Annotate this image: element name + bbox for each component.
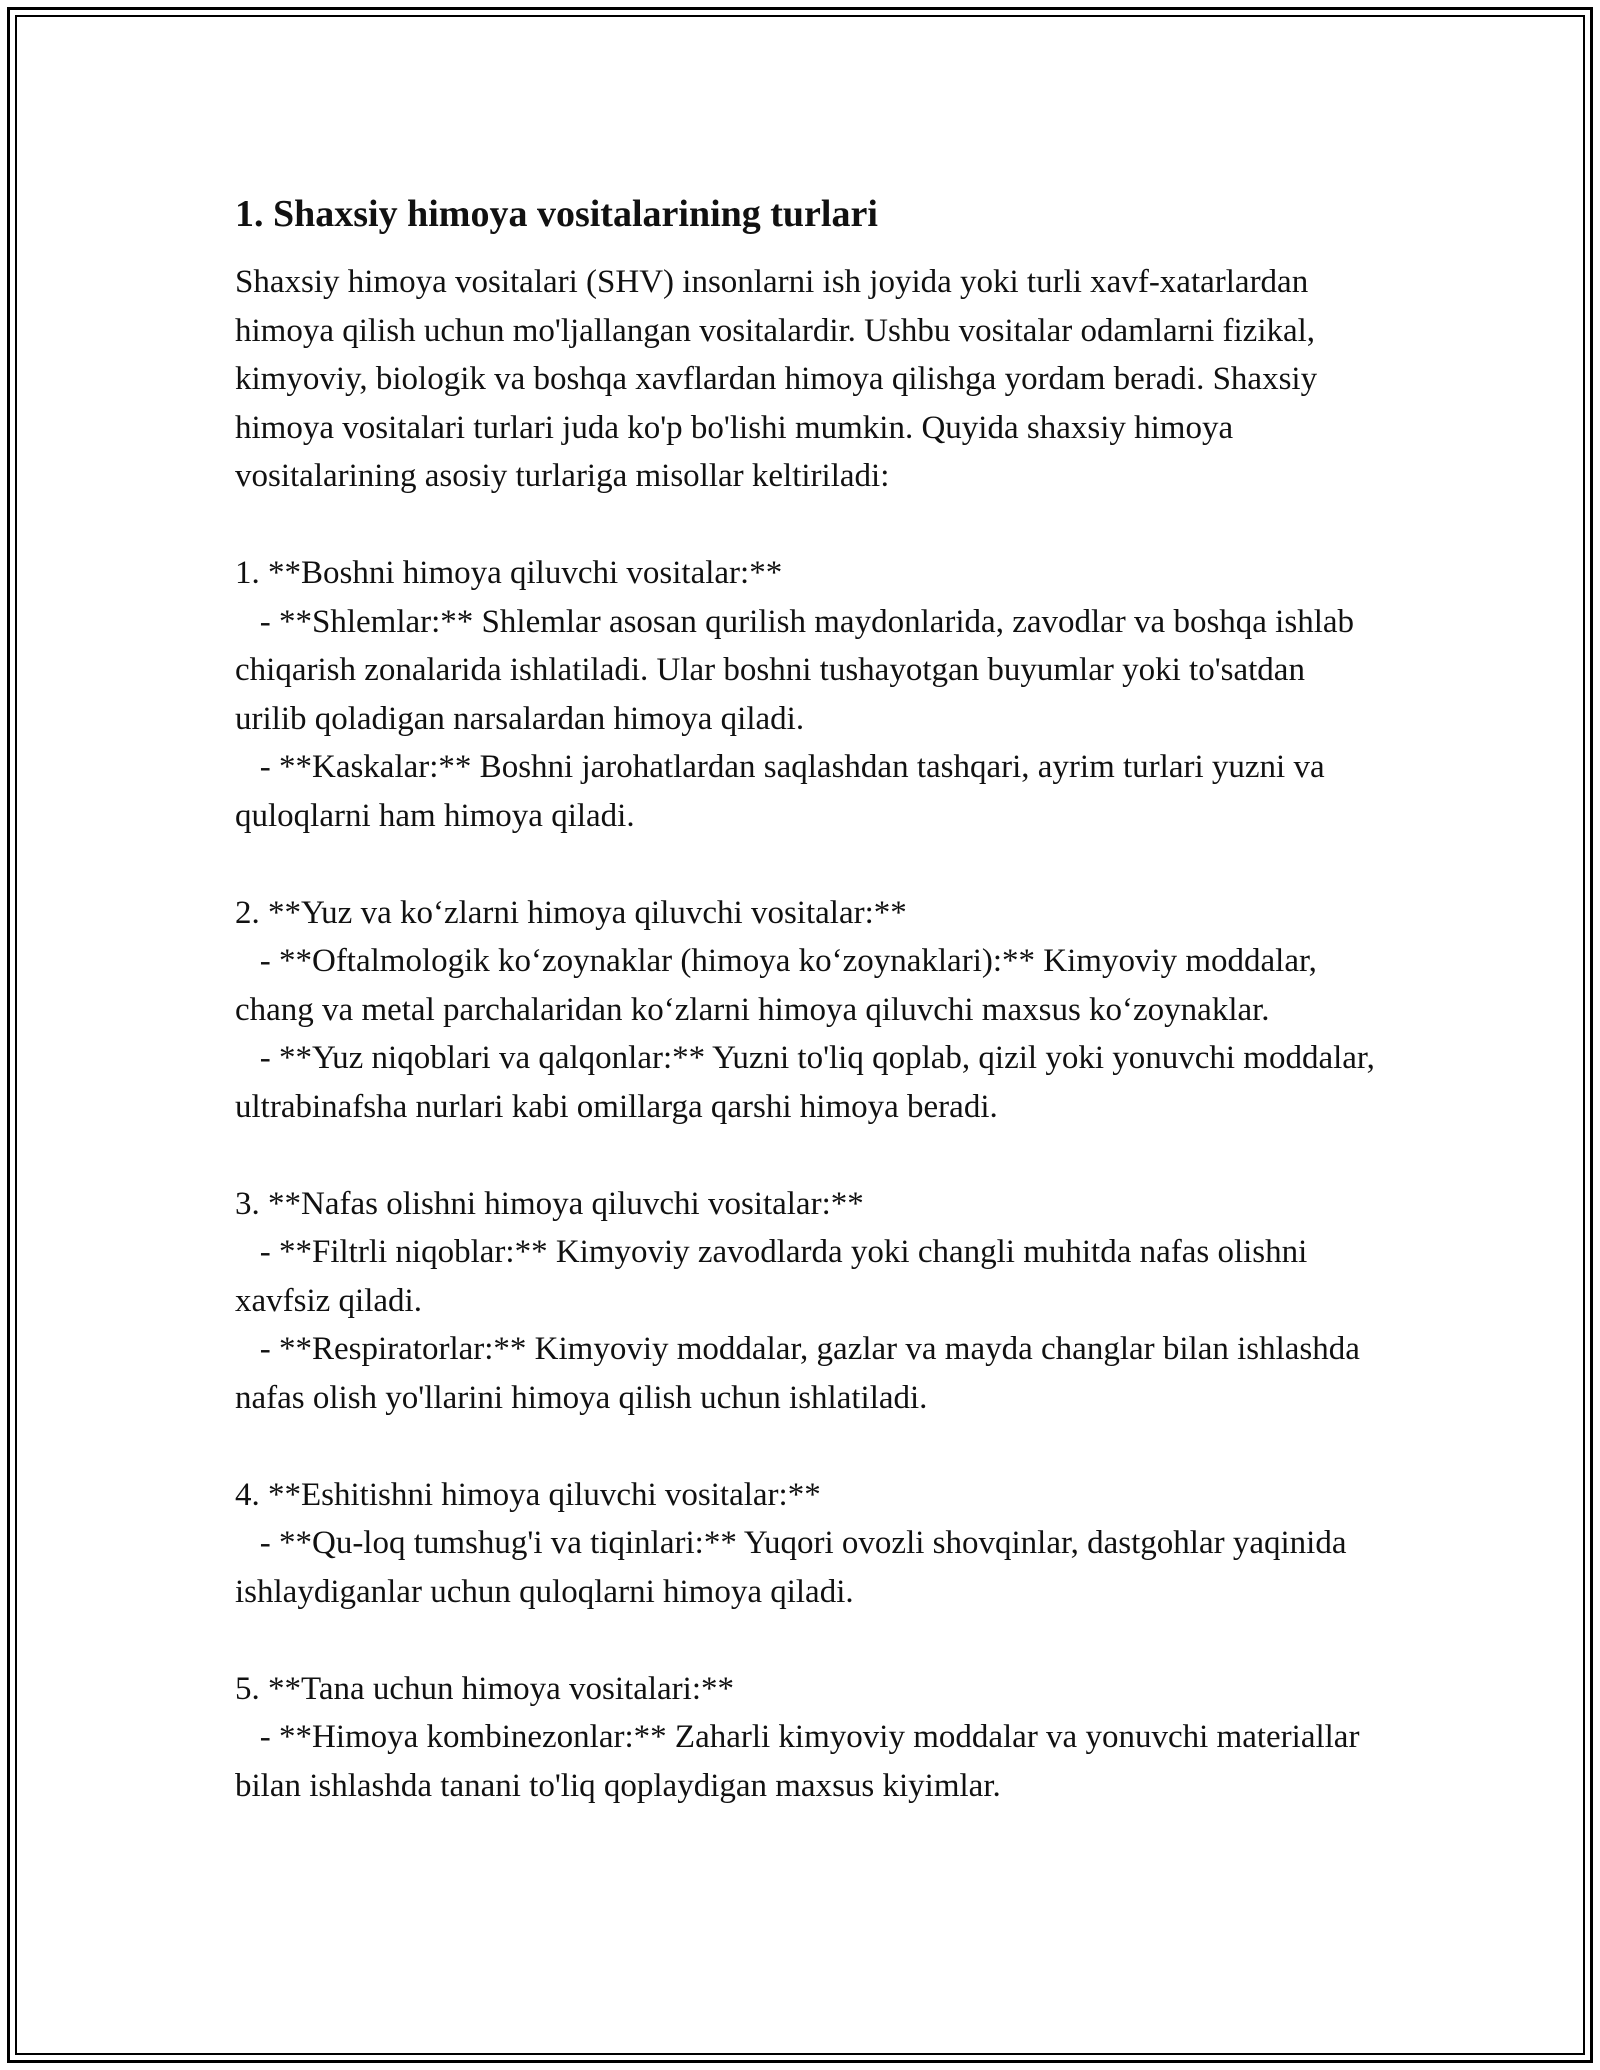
section-1 bbox=[235, 549, 1375, 840]
section-item: - **Respiratorlar:** Kimyoviy moddalar, gazlar va mayda changlar bilan ishlashda nafas olish yo'llarini himoya qilish uchun ishlatiladi. bbox=[235, 1331, 1369, 1416]
section-heading: 5. **Tana uchun himoya vositalari:** bbox=[235, 1670, 734, 1707]
section-item: - **Yuz niqoblari va qalqonlar:** Yuzni to'liq qoplab, qizil yoki yonuvchi moddalar, ultrabinafsha nurlari kabi omillarga qarshi himoya beradi. bbox=[235, 1040, 1384, 1125]
section-3 bbox=[235, 1180, 1375, 1423]
section-item: - **Filtrli niqoblar:** Kimyoviy zavodlarda yoki changli muhitda nafas olishni xavfsiz qiladi. bbox=[235, 1234, 1316, 1319]
section-item: - **Qu-loq tumshug'i va tiqinlari:** Yuqori ovozli shovqinlar, dastgohlar yaqinida ishlaydiganlar uchun quloqlarni himoya qiladi. bbox=[235, 1525, 1355, 1610]
spacer bbox=[235, 840, 1375, 889]
section-heading: 1. **Boshni himoya qiluvchi vositalar:** bbox=[235, 555, 783, 591]
document-title: 1. Shaxsiy himoya vositalarining turlari bbox=[235, 193, 878, 235]
section-heading: 4. **Eshitishni himoya qiluvchi vositalar:** bbox=[235, 1476, 821, 1513]
section-item: - **Oftalmologik koʻzoynaklar (himoya koʻzoynaklari):** Kimyoviy moddalar, chang va metal parchalaridan koʻzlarni himoya qiluvchi maxsus koʻzoynaklar. bbox=[235, 943, 1326, 1028]
section-heading: 2. **Yuz va koʻzlarni himoya qiluvchi vositalar:** bbox=[235, 894, 907, 931]
section-2 bbox=[235, 889, 1384, 1132]
section-item: - **Shlemlar:** Shlemlar asosan qurilish maydonlarida, zavodlar va boshqa ishlab chiqarish zonalarida ishlatiladi. Ular boshni tushayotgan buyumlar yoki to'satdan urilib qoladigan narsalardan himoya qiladi. bbox=[235, 603, 1363, 737]
section-item: - **Himoya kombinezonlar:** Zaharli kimyoviy moddalar va yonuvchi materiallar bilan ishlashda tanani to'liq qoplaydigan maxsus kiyimlar. bbox=[235, 1719, 1368, 1804]
section-item: - **Kaskalar:** Boshni jarohatlardan saqlashdan tashqari, ayrim turlari yuzni va quloqlarni ham himoya qiladi. bbox=[235, 749, 1333, 834]
section-heading: 3. **Nafas olishni himoya qiluvchi vositalar:** bbox=[235, 1185, 864, 1222]
spacer bbox=[235, 1131, 1375, 1180]
section-4 bbox=[235, 1471, 1375, 1617]
spacer bbox=[235, 1616, 1375, 1665]
spacer bbox=[235, 1422, 1375, 1471]
document-body bbox=[235, 190, 1384, 1810]
spacer bbox=[235, 501, 1375, 550]
section-5 bbox=[235, 1665, 1375, 1811]
intro-paragraph: Shaxsiy himoya vositalari (SHV) insonlarni ish joyida yoki turli xavf-xatarlardan himoya qilish uchun mo'ljallangan vositalardir. Ushbu vositalar odamlarni fizikal, kimyoviy, biologik va boshqa xavflardan himoya qilishga yordam beradi. Shaxsiy himoya vositalari turlari juda ko'p bo'lishi mumkin. Quyida shaxsiy himoya vositalarining asosiy turlariga misollar keltiriladi: bbox=[235, 264, 1326, 494]
